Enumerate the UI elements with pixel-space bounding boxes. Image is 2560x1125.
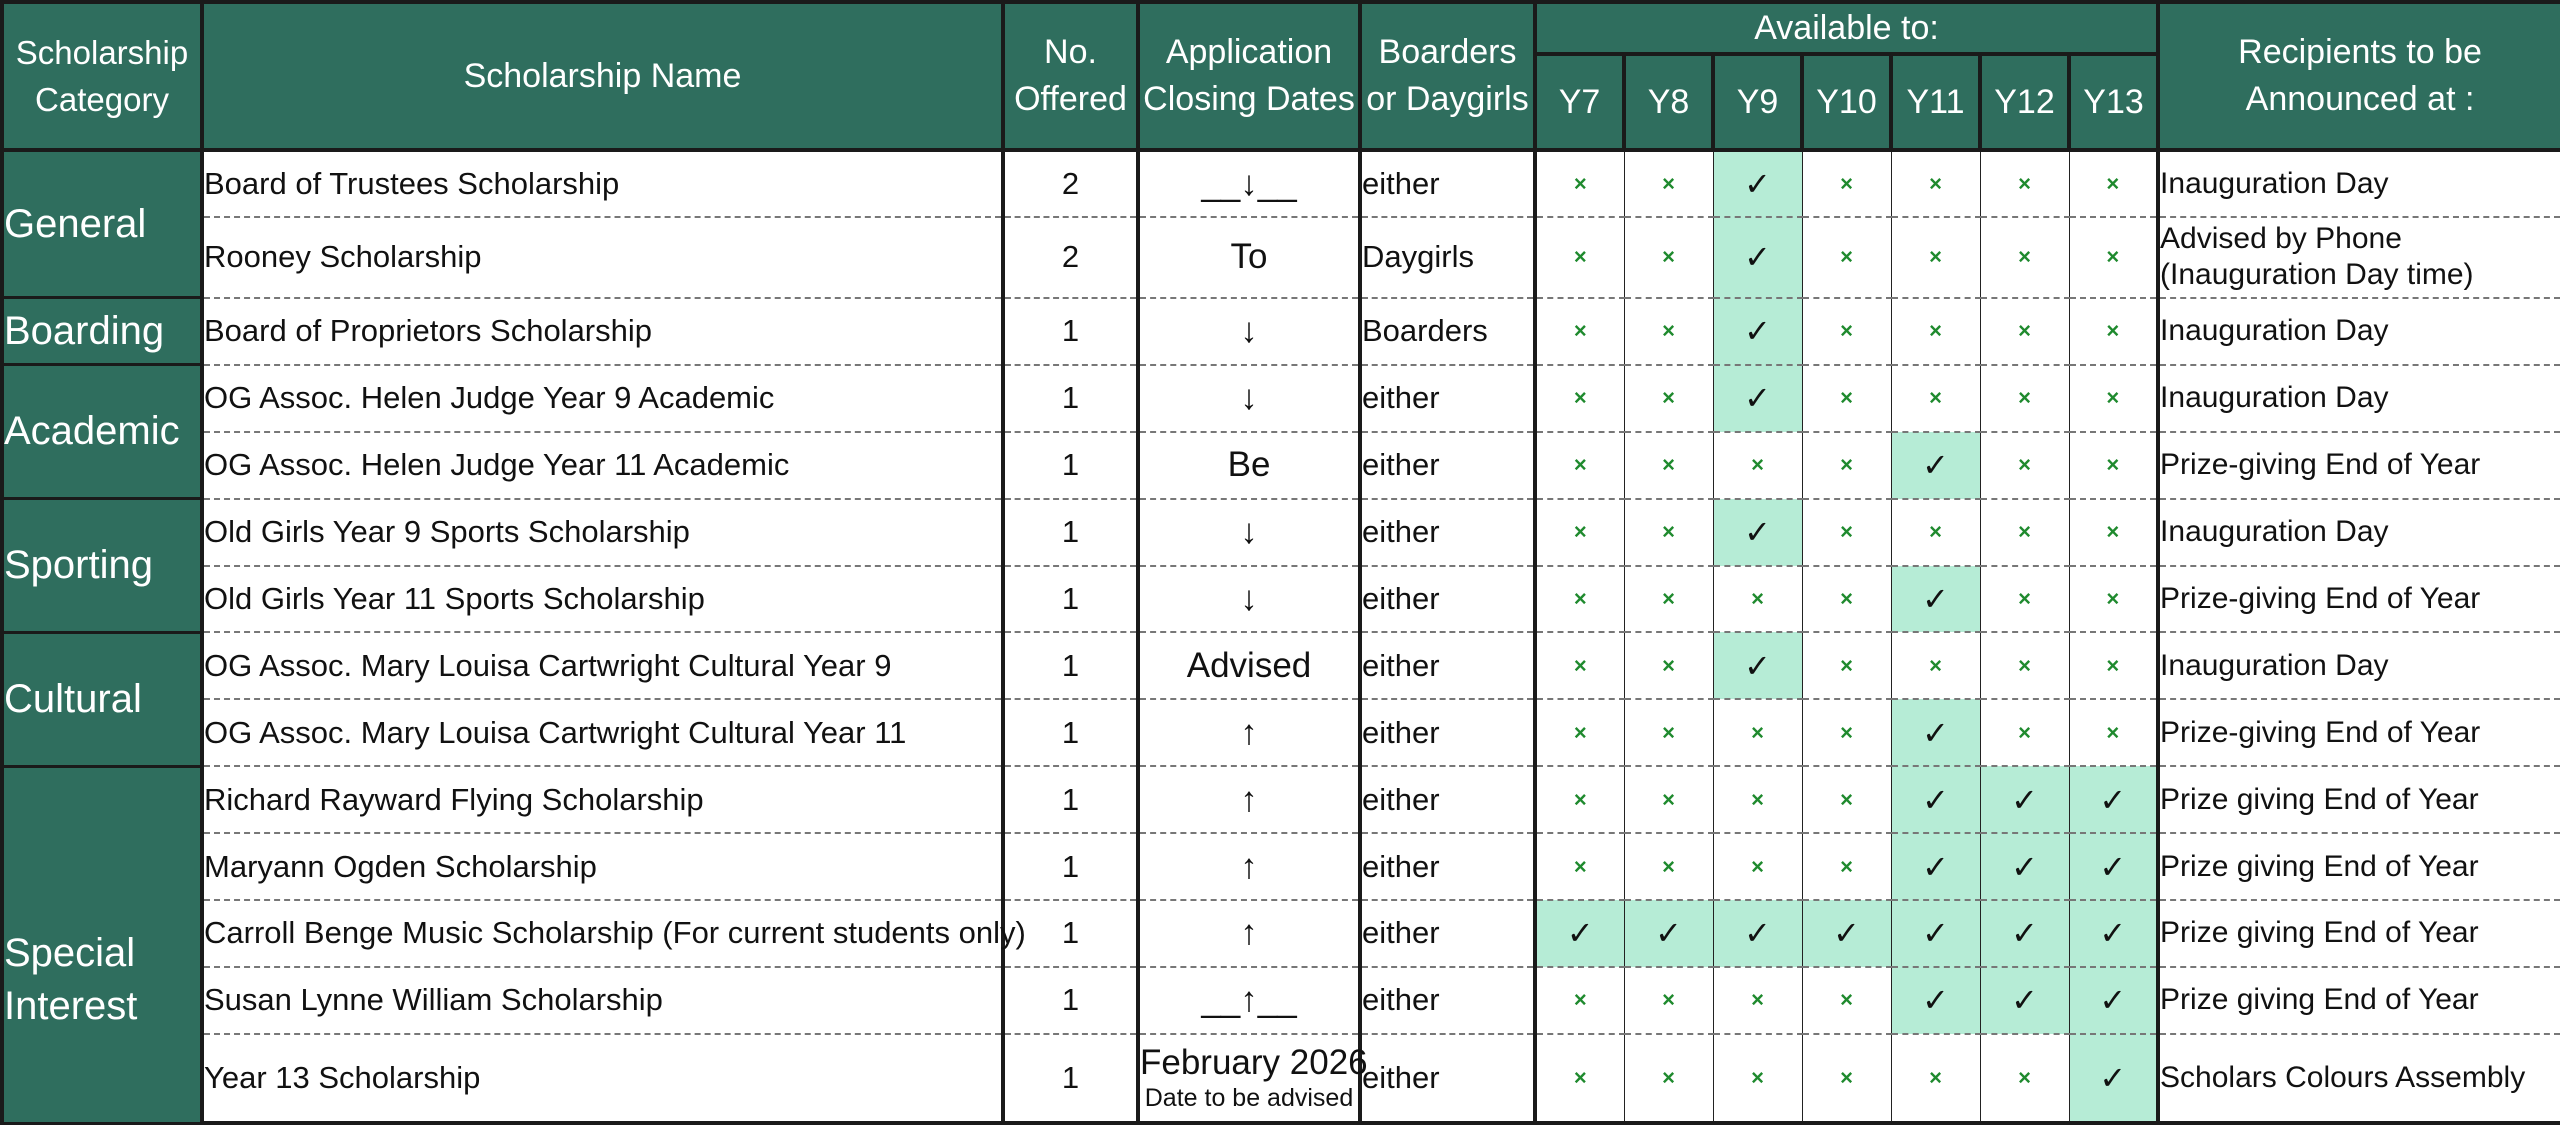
boarders-or-daygirls: either [1360,699,1535,766]
available-check-icon: ✓ [1891,766,1980,833]
closing-date-main: February 2026 [1140,1042,1368,1082]
available-check-icon: ✓ [1980,900,2069,967]
table-row [2,632,2560,699]
unavailable-cross-icon: × [1802,1034,1891,1123]
available-check-icon: ✓ [2069,766,2158,833]
header-year-y8: Y8 [1624,54,1713,150]
header-year-y10: Y10 [1802,54,1891,150]
unavailable-cross-icon: × [1624,967,1713,1034]
table-row [2,566,2560,633]
unavailable-cross-icon: × [1802,632,1891,699]
unavailable-cross-icon: × [1713,766,1802,833]
closing-date: ↑ [1138,699,1360,766]
available-check-icon: ✓ [1713,499,1802,566]
announced-at-text: Prize giving End of Year [2160,782,2479,816]
unavailable-cross-icon: × [1624,432,1713,499]
header-scholarship-name: Scholarship Name [202,2,1003,150]
available-check-icon: ✓ [2069,967,2158,1034]
unavailable-cross-icon: × [1891,298,1980,365]
unavailable-cross-icon: × [1535,833,1624,900]
closing-date: Advised [1138,632,1360,699]
announced-at [2158,217,2560,298]
available-check-icon: ✓ [1713,298,1802,365]
unavailable-cross-icon: × [2069,365,2158,432]
unavailable-cross-icon: × [1980,217,2069,298]
number-offered: 1 [1003,1034,1138,1123]
table-row [2,766,2560,833]
announced-at [2158,967,2560,1034]
boarders-or-daygirls: either [1360,150,1535,217]
announced-at [2158,900,2560,967]
unavailable-cross-icon: × [2069,150,2158,217]
number-offered: 1 [1003,900,1138,967]
announced-at-text: Inauguration Day [2160,381,2389,415]
announced-at-text: Inauguration Day [2160,515,2389,549]
header-recipients: Recipients to be Announced at : [2158,2,2560,150]
category-sporting: Sporting [2,499,202,633]
boarders-or-daygirls: either [1360,900,1535,967]
available-check-icon: ✓ [1891,900,1980,967]
available-check-icon: ✓ [1713,365,1802,432]
scholarship-name: OG Assoc. Helen Judge Year 11 Academic [202,432,1003,499]
unavailable-cross-icon: × [1535,632,1624,699]
boarders-or-daygirls: either [1360,566,1535,633]
announced-at [2158,766,2560,833]
unavailable-cross-icon: × [1980,432,2069,499]
unavailable-cross-icon: × [1624,699,1713,766]
unavailable-cross-icon: × [1980,298,2069,365]
available-check-icon: ✓ [2069,833,2158,900]
unavailable-cross-icon: × [1624,833,1713,900]
table-row [2,298,2560,365]
unavailable-cross-icon: × [1980,566,2069,633]
announced-at-text: Prize-giving End of Year [2160,448,2481,482]
unavailable-cross-icon: × [1802,833,1891,900]
unavailable-cross-icon: × [1980,499,2069,566]
boarders-or-daygirls: either [1360,365,1535,432]
closing-date: ↑ [1138,833,1360,900]
category-boarding: Boarding [2,298,202,365]
unavailable-cross-icon: × [1980,1034,2069,1123]
available-check-icon: ✓ [1891,833,1980,900]
unavailable-cross-icon: × [1535,298,1624,365]
available-check-icon: ✓ [1713,632,1802,699]
announced-at [2158,298,2560,365]
available-check-icon: ✓ [1624,900,1713,967]
number-offered: 1 [1003,766,1138,833]
unavailable-cross-icon: × [1535,499,1624,566]
available-check-icon: ✓ [2069,900,2158,967]
unavailable-cross-icon: × [1624,566,1713,633]
scholarship-name: OG Assoc. Helen Judge Year 9 Academic [202,365,1003,432]
boarders-or-daygirls: either [1360,766,1535,833]
available-check-icon: ✓ [1891,566,1980,633]
boarders-or-daygirls: Boarders [1360,298,1535,365]
header-year-y9: Y9 [1713,54,1802,150]
number-offered: 1 [1003,298,1138,365]
number-offered: 1 [1003,699,1138,766]
closing-date: ↑ [1138,900,1360,967]
unavailable-cross-icon: × [1802,967,1891,1034]
unavailable-cross-icon: × [1713,833,1802,900]
number-offered: 1 [1003,432,1138,499]
unavailable-cross-icon: × [1713,566,1802,633]
table-row [2,150,2560,217]
unavailable-cross-icon: × [1535,432,1624,499]
announced-at-text: Prize giving End of Year [2160,916,2479,950]
table-row [2,833,2560,900]
unavailable-cross-icon: × [1535,365,1624,432]
header-closing-dates: Application Closing Dates [1138,2,1360,150]
unavailable-cross-icon: × [1535,150,1624,217]
scholarship-name: Maryann Ogden Scholarship [202,833,1003,900]
unavailable-cross-icon: × [1713,967,1802,1034]
scholarship-name: Carroll Benge Music Scholarship (For current students only) [202,900,1003,967]
available-check-icon: ✓ [1713,150,1802,217]
closing-date: Be [1138,432,1360,499]
category-special: Special Interest [2,766,202,1123]
boarders-or-daygirls: either [1360,833,1535,900]
announced-at [2158,432,2560,499]
table-row [2,217,2560,298]
number-offered: 2 [1003,150,1138,217]
boarders-or-daygirls: either [1360,499,1535,566]
available-check-icon: ✓ [1980,967,2069,1034]
available-check-icon: ✓ [1802,900,1891,967]
unavailable-cross-icon: × [2069,499,2158,566]
scholarship-name: Year 13 Scholarship [202,1034,1003,1123]
available-check-icon: ✓ [1891,432,1980,499]
closing-date-note: Date to be advised [1144,1083,1354,1112]
unavailable-cross-icon: × [2069,217,2158,298]
table-row [2,900,2560,967]
available-check-icon: ✓ [2069,1034,2158,1123]
unavailable-cross-icon: × [2069,566,2158,633]
announced-at [2158,365,2560,432]
header-year-y13: Y13 [2069,54,2158,150]
available-check-icon: ✓ [1891,967,1980,1034]
unavailable-cross-icon: × [2069,632,2158,699]
unavailable-cross-icon: × [1891,217,1980,298]
closing-date: __↑__ [1138,967,1360,1034]
number-offered: 1 [1003,365,1138,432]
table-row [2,499,2560,566]
announced-at [2158,150,2560,217]
unavailable-cross-icon: × [1802,699,1891,766]
available-check-icon: ✓ [1980,766,2069,833]
scholarship-name: Old Girls Year 9 Sports Scholarship [202,499,1003,566]
table-row [2,967,2560,1034]
unavailable-cross-icon: × [1802,566,1891,633]
unavailable-cross-icon: × [1802,298,1891,365]
boarders-or-daygirls: either [1360,1034,1535,1123]
unavailable-cross-icon: × [1802,217,1891,298]
scholarship-name: Old Girls Year 11 Sports Scholarship [202,566,1003,633]
announced-at [2158,1034,2560,1123]
scholarship-name: Board of Proprietors Scholarship [202,298,1003,365]
boarders-or-daygirls: either [1360,632,1535,699]
unavailable-cross-icon: × [1891,150,1980,217]
unavailable-cross-icon: × [1535,699,1624,766]
closing-date: ↑ [1138,766,1360,833]
unavailable-cross-icon: × [1891,499,1980,566]
unavailable-cross-icon: × [2069,699,2158,766]
closing-date [1138,1034,1368,1123]
available-check-icon: ✓ [1535,900,1624,967]
unavailable-cross-icon: × [1891,365,1980,432]
scholarship-name: Board of Trustees Scholarship [202,150,1003,217]
unavailable-cross-icon: × [1535,1034,1624,1123]
unavailable-cross-icon: × [1891,632,1980,699]
unavailable-cross-icon: × [1624,298,1713,365]
header-number-offered: No. Offered [1003,2,1138,150]
table-row [2,432,2560,499]
unavailable-cross-icon: × [1535,566,1624,633]
unavailable-cross-icon: × [1802,766,1891,833]
boarders-or-daygirls: either [1360,432,1535,499]
available-check-icon: ✓ [1980,833,2069,900]
header-year-y7: Y7 [1535,54,1624,150]
announced-at [2158,566,2560,633]
category-general: General [2,150,202,298]
unavailable-cross-icon: × [1713,1034,1802,1123]
number-offered: 1 [1003,632,1138,699]
table-body [2,150,2560,1123]
announced-at-note: (Inauguration Day time) [2160,258,2474,292]
unavailable-cross-icon: × [1891,1034,1980,1123]
available-check-icon: ✓ [1891,699,1980,766]
unavailable-cross-icon: × [1624,217,1713,298]
unavailable-cross-icon: × [1624,632,1713,699]
unavailable-cross-icon: × [1802,365,1891,432]
announced-at-text: Advised by Phone [2160,222,2402,256]
scholarship-name: OG Assoc. Mary Louisa Cartwright Cultural Year 11 [202,699,1003,766]
unavailable-cross-icon: × [1980,632,2069,699]
unavailable-cross-icon: × [1980,150,2069,217]
available-check-icon: ✓ [1713,900,1802,967]
scholarship-name: Rooney Scholarship [202,217,1003,298]
unavailable-cross-icon: × [1624,499,1713,566]
unavailable-cross-icon: × [1980,365,2069,432]
announced-at [2158,632,2560,699]
boarders-or-daygirls: either [1360,967,1535,1034]
unavailable-cross-icon: × [1535,766,1624,833]
category-cultural: Cultural [2,632,202,766]
category-academic: Academic [2,365,202,499]
closing-date: ↓ [1138,365,1360,432]
announced-at-text: Inauguration Day [2160,166,2389,200]
scholarship-name: OG Assoc. Mary Louisa Cartwright Cultural Year 9 [202,632,1003,699]
boarders-or-daygirls: Daygirls [1360,217,1535,298]
announced-at [2158,699,2560,766]
header-category: Scholarship Category [2,2,202,150]
unavailable-cross-icon: × [1980,699,2069,766]
announced-at [2158,833,2560,900]
unavailable-cross-icon: × [1802,499,1891,566]
announced-at-text: Prize giving End of Year [2160,983,2479,1017]
scholarship-name: Susan Lynne William Scholarship [202,967,1003,1034]
announced-at-text: Scholars Colours Assembly [2160,1060,2526,1094]
unavailable-cross-icon: × [1802,432,1891,499]
announced-at-text: Prize giving End of Year [2160,849,2479,883]
announced-at-text: Prize-giving End of Year [2160,715,2481,749]
header-available-to: Available to: [1535,2,2158,54]
announced-at-text: Prize-giving End of Year [2160,581,2481,615]
table-row [2,1034,2560,1123]
table-row [2,365,2560,432]
closing-date: ↓ [1138,566,1360,633]
announced-at-text: Inauguration Day [2160,314,2389,348]
unavailable-cross-icon: × [1624,766,1713,833]
header-boarders-daygirls: Boarders or Daygirls [1360,2,1535,150]
number-offered: 1 [1003,967,1138,1034]
unavailable-cross-icon: × [2069,432,2158,499]
number-offered: 2 [1003,217,1138,298]
unavailable-cross-icon: × [1713,432,1802,499]
closing-date: To [1138,217,1360,298]
unavailable-cross-icon: × [1624,1034,1713,1123]
closing-date: __↓__ [1138,150,1360,217]
header-year-y11: Y11 [1891,54,1980,150]
header-year-y12: Y12 [1980,54,2069,150]
number-offered: 1 [1003,833,1138,900]
unavailable-cross-icon: × [1802,150,1891,217]
number-offered: 1 [1003,499,1138,566]
announced-at [2158,499,2560,566]
announced-at-text: Inauguration Day [2160,648,2389,682]
closing-date: ↓ [1138,499,1360,566]
scholarship-name: Richard Rayward Flying Scholarship [202,766,1003,833]
number-offered: 1 [1003,566,1138,633]
closing-date: ↓ [1138,298,1360,365]
table-row [2,699,2560,766]
unavailable-cross-icon: × [1624,150,1713,217]
unavailable-cross-icon: × [1535,967,1624,1034]
unavailable-cross-icon: × [1624,365,1713,432]
unavailable-cross-icon: × [1535,217,1624,298]
unavailable-cross-icon: × [2069,298,2158,365]
available-check-icon: ✓ [1713,217,1802,298]
unavailable-cross-icon: × [1713,699,1802,766]
